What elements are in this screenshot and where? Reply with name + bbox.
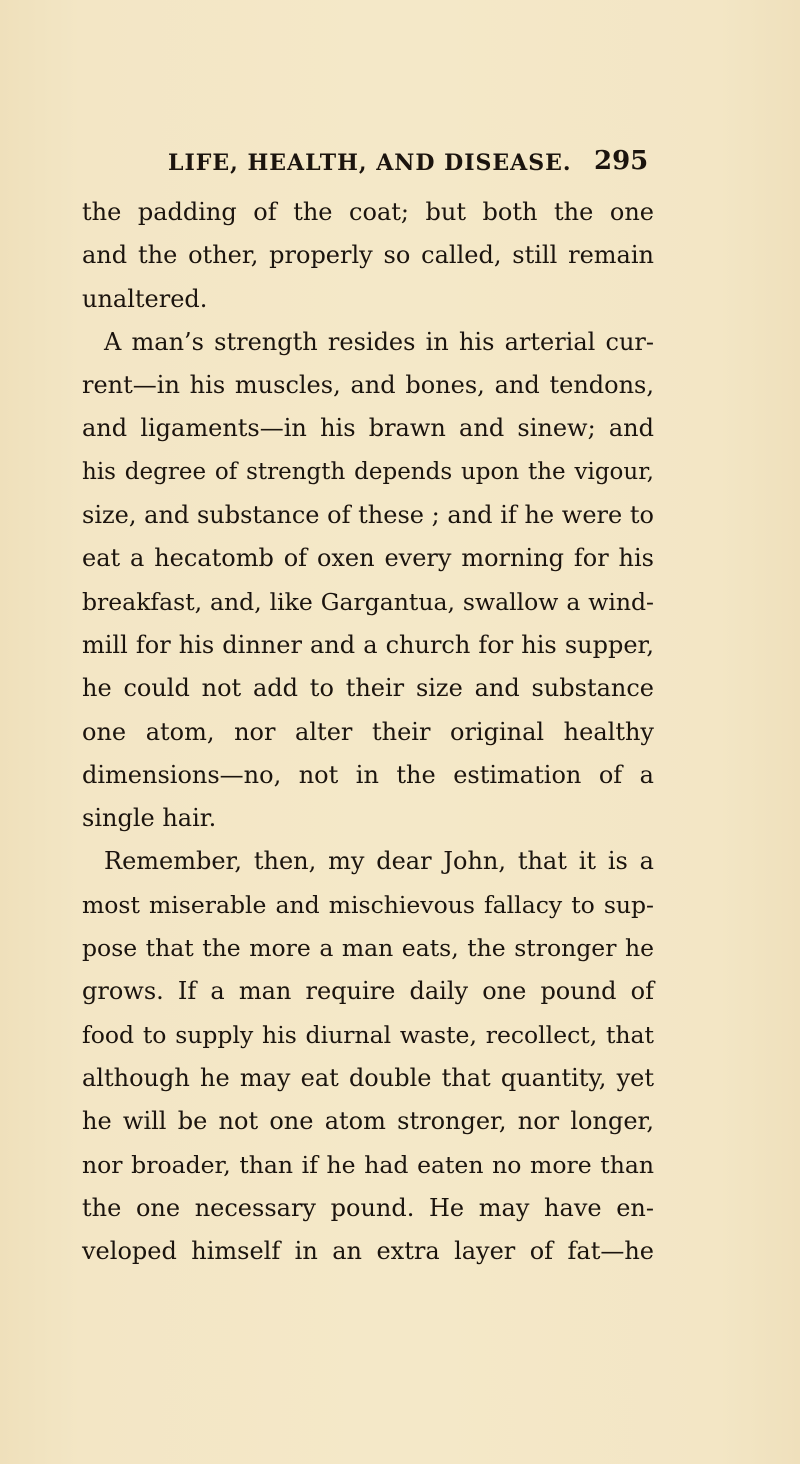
text-line: one atom, nor alter their original healthy <box>82 717 654 746</box>
text-line: veloped himself in an extra layer of fat—he <box>82 1237 654 1266</box>
text-line: although he may eat double that quantity, yet <box>82 1063 654 1092</box>
text-line: size, and substance of these ; and if he were to <box>82 501 654 530</box>
text-line: he will be not one atom stronger, nor longer, <box>82 1107 654 1136</box>
text-line: grows. If a man require daily one pound of <box>82 977 654 1006</box>
text-line: eat a hecatomb of oxen every morning for his <box>82 544 654 573</box>
text-line: and the other, properly so called, still remain <box>82 241 654 270</box>
running-head <box>0 146 800 180</box>
text-line: food to supply his diurnal waste, recollect, that <box>82 1020 654 1049</box>
text-line: single hair. <box>82 804 217 833</box>
text-line: dimensions—no, not in the estimation of a <box>82 760 654 789</box>
text-line: nor broader, than if he had eaten no more than <box>82 1150 654 1179</box>
text-line: the padding of the coat; but both the one <box>82 198 654 226</box>
text-line: unaltered. <box>82 284 208 313</box>
running-title: LIFE, HEALTH, AND DISEASE. <box>168 150 572 176</box>
text-line: the one necessary pound. He may have en- <box>82 1193 654 1222</box>
text-line: Remember, then, my dear John, that it is a <box>104 847 654 876</box>
text-line: he could not add to their size and substance <box>82 674 654 703</box>
text-line: mill for his dinner and a church for his supper, <box>82 630 654 659</box>
text-line: breakfast, and, like Gargantua, swallow a wind- <box>82 587 654 616</box>
body-text <box>82 191 654 1273</box>
text-line: rent—in his muscles, and bones, and tendons, <box>82 371 654 400</box>
text-line: most miserable and mischievous fallacy to sup- <box>82 890 654 919</box>
text-line: A man’s strength resides in his arterial cur- <box>104 327 654 356</box>
text-line: pose that the more a man eats, the stronger he <box>82 934 654 963</box>
page-number: 295 <box>594 146 649 176</box>
text-line: and ligaments—in his brawn and sinew; and <box>82 414 654 443</box>
text-line: his degree of strength depends upon the vigour, <box>82 458 654 485</box>
